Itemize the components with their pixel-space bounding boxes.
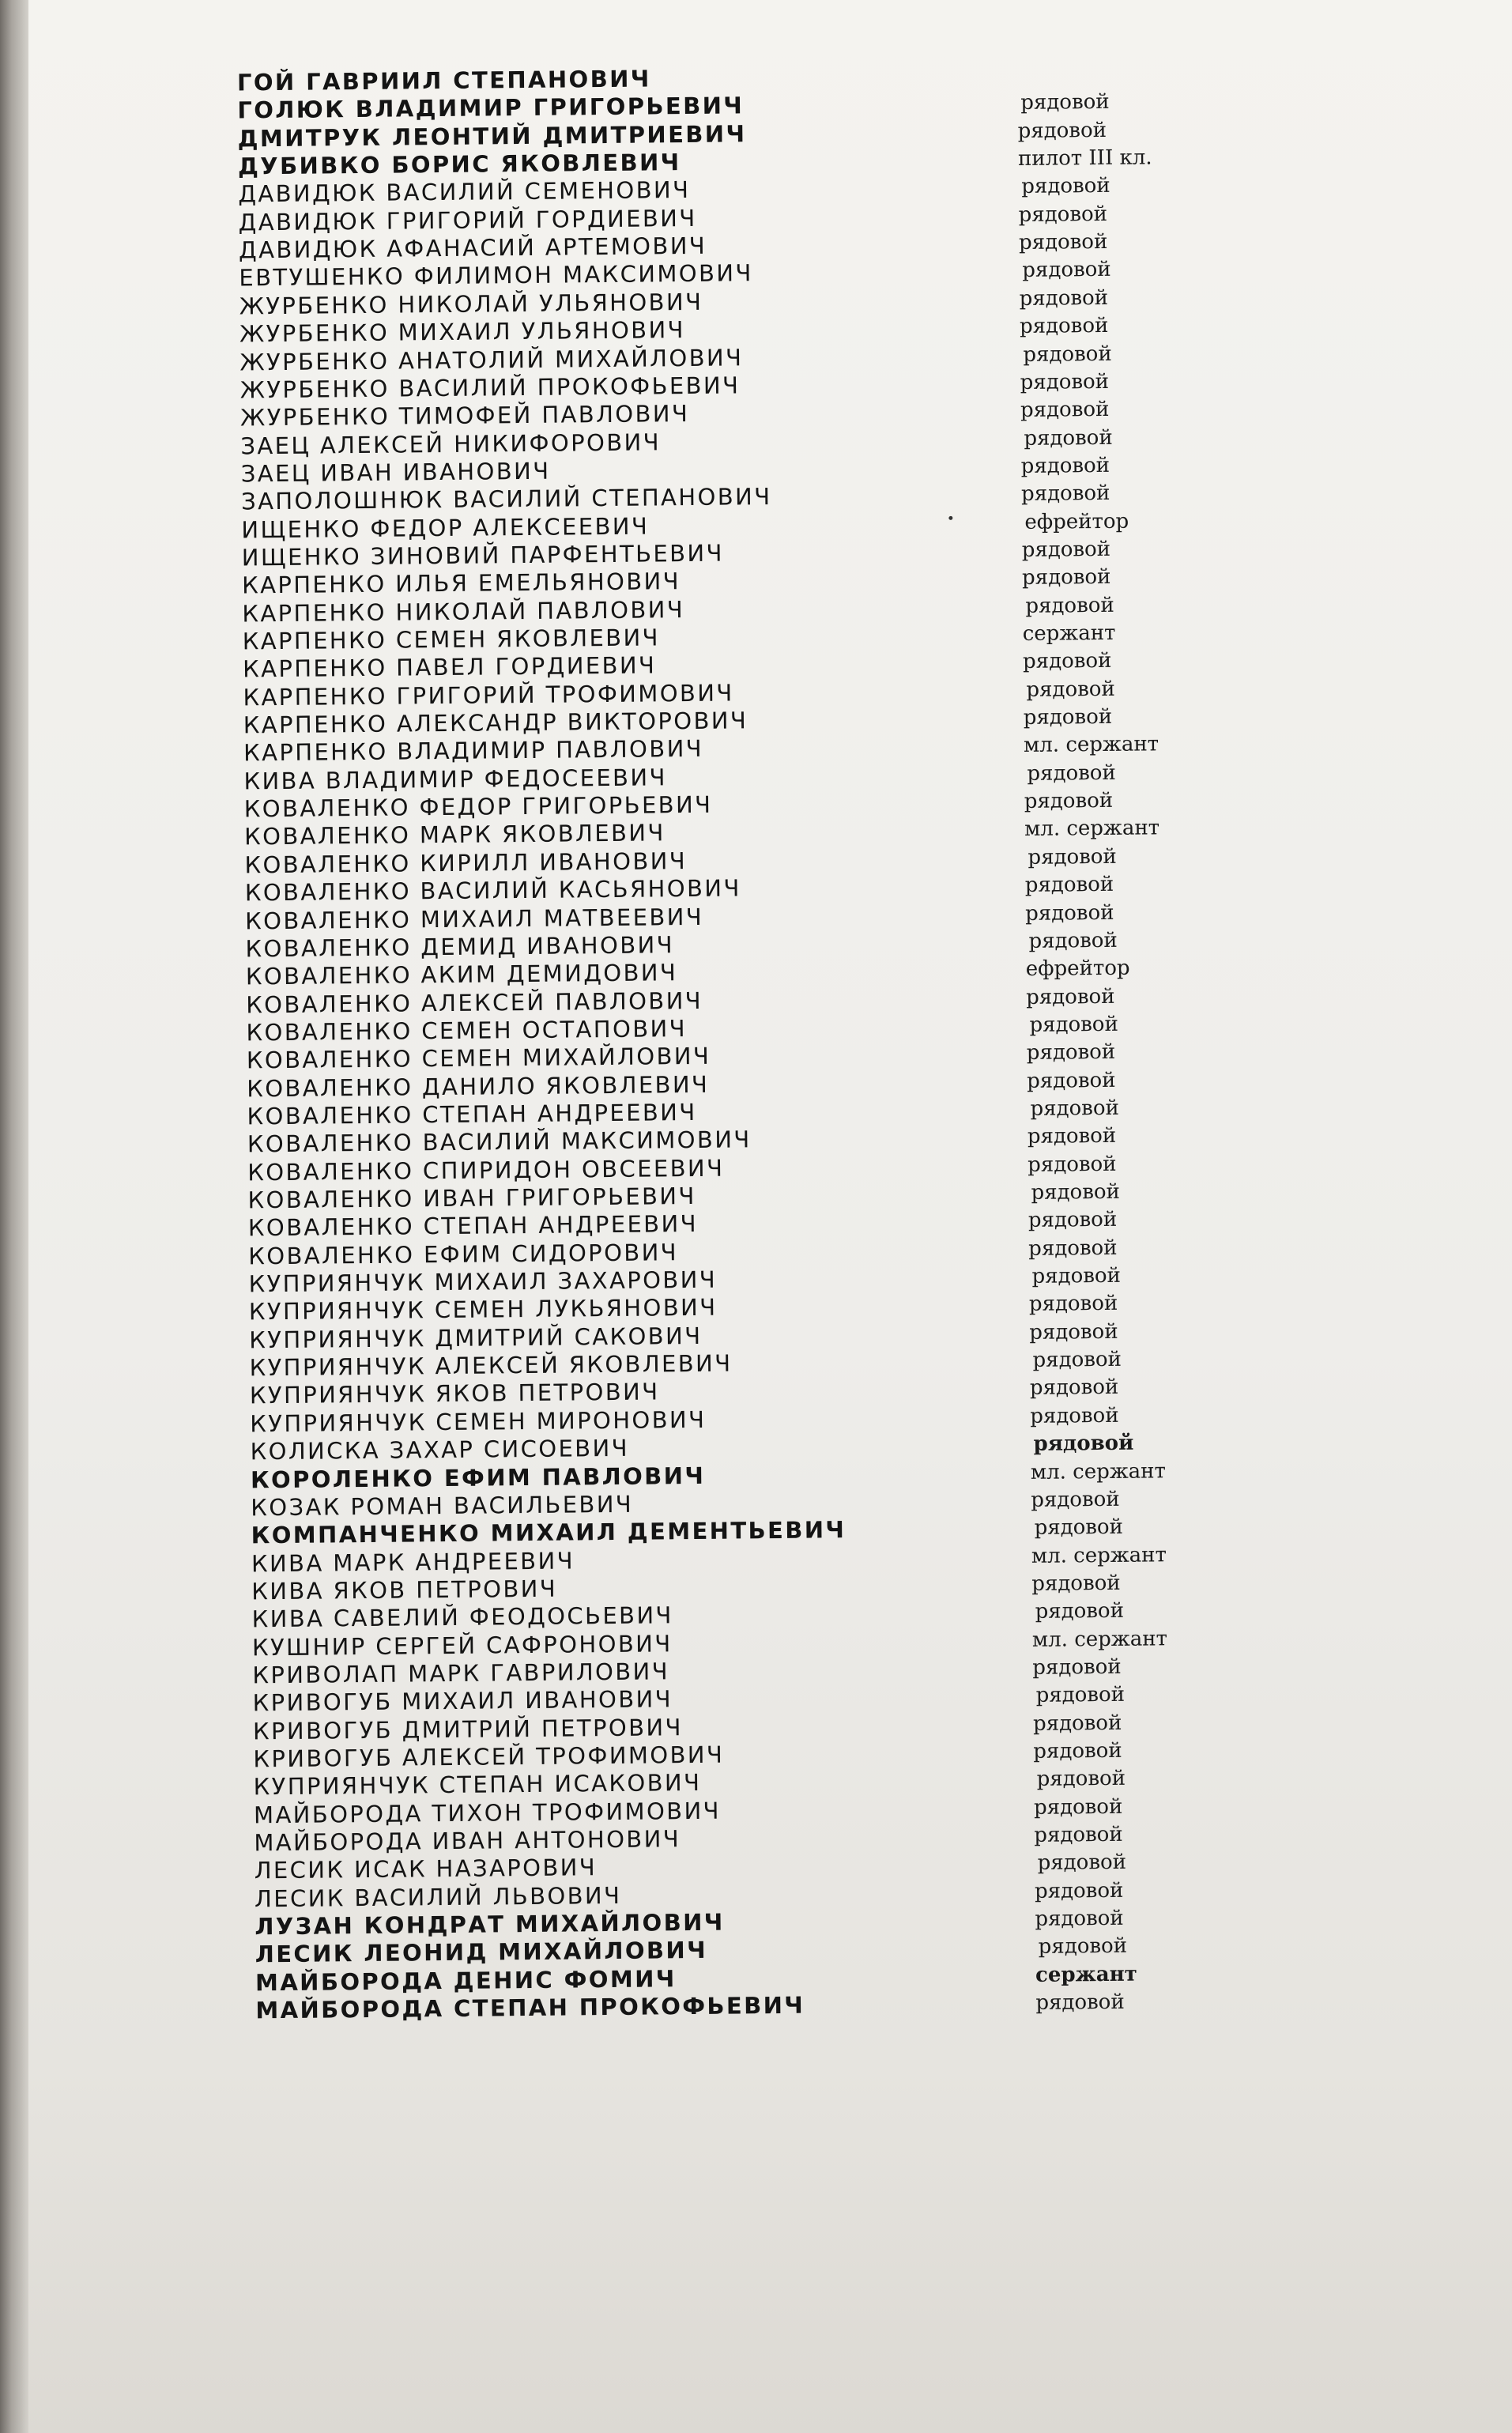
military-rank: рядовой: [1020, 398, 1110, 423]
person-name: ИЩЕНКО ЗИНОВИЙ ПАРФЕНТЬЕВИЧ: [241, 539, 724, 571]
stray-dot-mark: [948, 515, 952, 519]
person-name: ГОЙ ГАВРИИЛ СТЕПАНОВИЧ: [236, 65, 651, 96]
military-rank: рядовой: [1027, 1152, 1117, 1177]
person-name: КОВАЛЕНКО АКИМ ДЕМИДОВИЧ: [245, 959, 678, 990]
military-rank: рядовой: [1028, 1235, 1118, 1261]
person-name: КУПРИЯНЧУК СТЕПАН ИСАКОВИЧ: [253, 1769, 702, 1801]
military-rank: рядовой: [1033, 1431, 1134, 1457]
person-name: КАРПЕНКО ВЛАДИМИР ПАВЛОВИЧ: [243, 735, 704, 767]
military-rank: мл. сержант: [1031, 1542, 1167, 1568]
military-rank: рядовой: [1029, 1319, 1118, 1345]
person-name: КОВАЛЕНКО КИРИЛЛ ИВАНОВИЧ: [244, 847, 688, 879]
person-name: ЛЕСИК ИСАК НАЗАРОВИЧ: [254, 1854, 598, 1884]
person-name: КИВА МАРК АНДРЕЕВИЧ: [251, 1547, 575, 1577]
military-rank: рядовой: [1031, 1571, 1121, 1596]
military-rank: рядовой: [1019, 314, 1109, 339]
person-name: КОВАЛЕНКО ФЕДОР ГРИГОРЬЕВИЧ: [243, 790, 713, 823]
person-name: КОВАЛЕНКО ДАНИЛО ЯКОВЛЕВИЧ: [247, 1070, 710, 1103]
military-rank: рядовой: [1035, 1599, 1125, 1624]
person-name: КОВАЛЕНКО СЕМЕН МИХАЙЛОВИЧ: [246, 1043, 711, 1074]
military-rank: рядовой: [1020, 90, 1110, 115]
person-name: ЖУРБЕНКО АНАТОЛИЙ МИХАЙЛОВИЧ: [239, 343, 744, 375]
person-name: ДАВИДЮК АФАНАСИЙ АРТЕМОВИЧ: [238, 232, 707, 264]
person-name: КОВАЛЕНКО СЕМЕН ОСТАПОВИЧ: [246, 1014, 688, 1047]
military-rank: рядовой: [1031, 1179, 1121, 1205]
military-rank: рядовой: [1020, 453, 1110, 478]
person-name: КРИВОГУБ ДМИТРИЙ ПЕТРОВИЧ: [252, 1713, 683, 1745]
military-rank: сержант: [1022, 621, 1116, 646]
military-rank: рядовой: [1028, 928, 1118, 953]
military-rank: рядовой: [1020, 481, 1110, 507]
military-rank: рядовой: [1023, 341, 1112, 367]
military-rank: рядовой: [1035, 1906, 1124, 1931]
person-name: КОВАЛЕНКО ВАСИЛИЙ МАКСИМОВИЧ: [247, 1126, 752, 1158]
military-rank: рядовой: [1031, 1263, 1122, 1288]
military-rank: пилот III кл.: [1017, 145, 1152, 172]
person-name: КОВАЛЕНКО МИХАИЛ МАТВЕЕВИЧ: [245, 903, 704, 934]
person-name: КАРПЕНКО АЛЕКСАНДР ВИКТОРОВИЧ: [243, 707, 748, 739]
military-rank: рядовой: [1027, 760, 1116, 786]
person-name: КОВАЛЕНКО СТЕПАН АНДРЕЕВИЧ: [247, 1098, 697, 1130]
person-name: КУПРИЯНЧУК ДМИТРИЙ САКОВИЧ: [249, 1322, 703, 1354]
person-name: КОМПАНЧЕНКО МИХАИЛ ДЕМЕНТЬЕВИЧ: [251, 1516, 846, 1549]
person-name: ДМИТРУК ЛЕОНТИЙ ДМИТРИЕВИЧ: [237, 119, 747, 153]
person-name: ЗАПОЛОШНЮК ВАСИЛИЙ СТЕПАНОВИЧ: [240, 483, 772, 515]
military-rank: рядовой: [1022, 258, 1111, 283]
person-name: КОВАЛЕНКО АЛЕКСЕЙ ПАВЛОВИЧ: [246, 986, 703, 1018]
person-name: ЛУЗАН КОНДРАТ МИХАЙЛОВИЧ: [255, 1908, 725, 1941]
person-name: КРИВОЛАП МАРК ГАВРИЛОВИЧ: [252, 1658, 670, 1689]
person-name: КАРПЕНКО СЕМЕН ЯКОВЛЕВИЧ: [242, 624, 661, 655]
person-name: ЗАЕЦ ИВАН ИВАНОВИЧ: [240, 457, 551, 488]
person-name: КАРПЕНКО НИКОЛАЙ ПАВЛОВИЧ: [242, 595, 685, 628]
military-rank: рядовой: [1025, 900, 1114, 926]
military-rank: рядовой: [1026, 677, 1115, 702]
book-spine-shadow: [0, 0, 28, 2433]
military-rank: рядовой: [1024, 788, 1114, 814]
person-name: ЖУРБЕНКО ТИМОФЕЙ ПАВЛОВИЧ: [239, 400, 690, 432]
person-name: КУШНИР СЕРГЕЙ САФРОНОВИЧ: [251, 1629, 673, 1661]
military-rank: мл. сержант: [1030, 1458, 1167, 1484]
person-name: КОВАЛЕНКО ИВАН ГРИГОРЬЕВИЧ: [247, 1182, 696, 1214]
military-rank: рядовой: [1021, 565, 1111, 590]
military-rank: рядовой: [1030, 1403, 1119, 1428]
person-name: МАЙБОРОДА СТЕПАН ПРОКОФЬЕВИЧ: [255, 1991, 805, 2024]
military-rank: рядовой: [1037, 1850, 1127, 1876]
military-rank: рядовой: [1027, 844, 1117, 869]
military-rank: рядовой: [1026, 1040, 1116, 1066]
military-rank: рядовой: [1019, 285, 1109, 311]
person-name: КУПРИЯНЧУК МИХАИЛ ЗАХАРОВИЧ: [248, 1266, 718, 1298]
person-name: МАЙБОРОДА ДЕНИС ФОМИЧ: [255, 1965, 677, 1997]
person-name: КОВАЛЕНКО СПИРИДОН ОВСЕЕВИЧ: [247, 1154, 725, 1186]
military-rank: рядовой: [1028, 1292, 1118, 1317]
military-rank: ефрейтор: [1025, 956, 1130, 982]
military-rank: мл. сержант: [1024, 816, 1160, 842]
person-name: КРИВОГУБ МИХАИЛ ИВАНОВИЧ: [252, 1685, 673, 1717]
person-name: КОЗАК РОМАН ВАСИЛЬЕВИЧ: [251, 1490, 634, 1522]
military-rank: рядовой: [1026, 984, 1115, 1009]
military-rank: рядовой: [1017, 118, 1107, 143]
military-rank: рядовой: [1029, 1012, 1118, 1037]
person-name: КУПРИЯНЧУК СЕМЕН МИРОНОВИЧ: [250, 1405, 707, 1438]
military-rank: мл. сержант: [1023, 732, 1159, 758]
military-rank: мл. сержант: [1031, 1626, 1168, 1652]
military-rank: рядовой: [1038, 1934, 1128, 1960]
military-rank: рядовой: [1021, 537, 1111, 562]
military-rank: рядовой: [1031, 1487, 1120, 1512]
military-rank: рядовой: [1021, 174, 1110, 199]
person-name: КОВАЛЕНКО МАРК ЯКОВЛЕВИЧ: [244, 819, 666, 851]
person-name: КИВА ЯКОВ ПЕТРОВИЧ: [251, 1575, 558, 1605]
military-rank: рядовой: [1030, 1096, 1119, 1121]
military-rank: рядовой: [1018, 202, 1108, 227]
military-rank: рядовой: [1025, 593, 1114, 618]
military-rank: рядовой: [1034, 1878, 1124, 1903]
person-name: КАРПЕНКО ГРИГОРИЙ ТРОФИМОВИЧ: [243, 679, 734, 711]
person-name: КРИВОГУБ АЛЕКСЕЙ ТРОФИМОВИЧ: [253, 1741, 725, 1773]
person-name: ДАВИДЮК ВАСИЛИЙ СЕМЕНОВИЧ: [238, 176, 691, 208]
person-name: КИВА САВЕЛИЙ ФЕОДОСЬЕВИЧ: [251, 1601, 673, 1633]
person-name: КИВА ВЛАДИМИР ФЕДОСЕЕВИЧ: [243, 764, 667, 795]
person-name: МАЙБОРОДА ТИХОН ТРОФИМОВИЧ: [253, 1797, 722, 1829]
military-rank: рядовой: [1027, 1124, 1117, 1149]
person-name: ЕВТУШЕНКО ФИЛИМОН МАКСИМОВИЧ: [239, 259, 753, 292]
military-rank: рядовой: [1027, 1068, 1116, 1093]
person-name: КУПРИЯНЧУК ЯКОВ ПЕТРОВИЧ: [249, 1378, 660, 1409]
person-name: КОЛИСКА ЗАХАР СИСОЕВИЧ: [250, 1434, 630, 1465]
person-name: ДАВИДЮК ГРИГОРИЙ ГОРДИЕВИЧ: [238, 204, 697, 236]
military-rank: рядовой: [1032, 1711, 1122, 1736]
person-name: КОВАЛЕНКО ДЕМИД ИВАНОВИЧ: [245, 931, 675, 963]
military-rank: рядовой: [1029, 1375, 1119, 1401]
person-name: ЗАЕЦ АЛЕКСЕЙ НИКИФОРОВИЧ: [240, 428, 662, 459]
military-rank: рядовой: [1027, 1208, 1118, 1233]
book-page: [28, 0, 1512, 2433]
military-rank: рядовой: [1018, 230, 1108, 255]
person-name: ЖУРБЕНКО НИКОЛАЙ УЛЬЯНОВИЧ: [239, 288, 703, 320]
military-rank: рядовой: [1033, 1794, 1123, 1820]
person-name: КОВАЛЕНКО СТЕПАН АНДРЕЕВИЧ: [247, 1210, 699, 1242]
military-rank: рядовой: [1023, 704, 1113, 730]
person-name: ГОЛЮК ВЛАДИМИР ГРИГОРЬЕВИЧ: [237, 92, 745, 124]
name-list: [28, 0, 1512, 2134]
person-name: ЛЕСИК ЛЕОНИД МИХАЙЛОВИЧ: [255, 1937, 708, 1968]
person-name: КУПРИЯНЧУК АЛЕКСЕЙ ЯКОВЛЕВИЧ: [249, 1349, 733, 1382]
person-name: ЖУРБЕНКО МИХАИЛ УЛЬЯНОВИЧ: [239, 316, 686, 348]
person-name: КУПРИЯНЧУК СЕМЕН ЛУКЬЯНОВИЧ: [248, 1294, 718, 1326]
military-rank: рядовой: [1024, 425, 1113, 451]
military-rank: рядовой: [1020, 369, 1110, 394]
military-rank: рядовой: [1034, 1822, 1123, 1847]
person-name: КАРПЕНКО ПАВЕЛ ГОРДИЕВИЧ: [242, 651, 657, 683]
military-rank: ефрейтор: [1024, 509, 1129, 534]
military-rank: рядовой: [1032, 1654, 1122, 1680]
person-name: КОРОЛЕНКО ЕФИМ ПАВЛОВИЧ: [250, 1462, 706, 1493]
person-name: ДУБИВКО БОРИС ЯКОВЛЕВИЧ: [237, 149, 681, 180]
person-name: ЖУРБЕНКО ВАСИЛИЙ ПРОКОФЬЕВИЧ: [239, 372, 741, 404]
military-rank: рядовой: [1035, 1990, 1125, 2016]
person-name: ЛЕСИК ВАСИЛИЙ ЛЬВОВИЧ: [254, 1881, 622, 1913]
military-rank: рядовой: [1032, 1347, 1122, 1372]
military-rank: рядовой: [1034, 1514, 1124, 1541]
military-rank: рядовой: [1035, 1683, 1126, 1708]
military-rank: сержант: [1035, 1962, 1137, 1987]
military-rank: рядовой: [1036, 1767, 1126, 1792]
person-name: КОВАЛЕНКО ЕФИМ СИДОРОВИЧ: [248, 1238, 679, 1270]
person-name: ИЩЕНКО ФЕДОР АЛЕКСЕЕВИЧ: [241, 512, 650, 544]
person-name: МАЙБОРОДА ИВАН АНТОНОВИЧ: [254, 1825, 681, 1857]
military-rank: рядовой: [1022, 649, 1112, 674]
military-rank: рядовой: [1024, 873, 1114, 898]
person-name: КАРПЕНКО ИЛЬЯ ЕМЕЛЬЯНОВИЧ: [241, 568, 681, 599]
person-name: КОВАЛЕНКО ВАСИЛИЙ КАСЬЯНОВИЧ: [244, 874, 741, 907]
military-rank: рядовой: [1033, 1738, 1122, 1763]
